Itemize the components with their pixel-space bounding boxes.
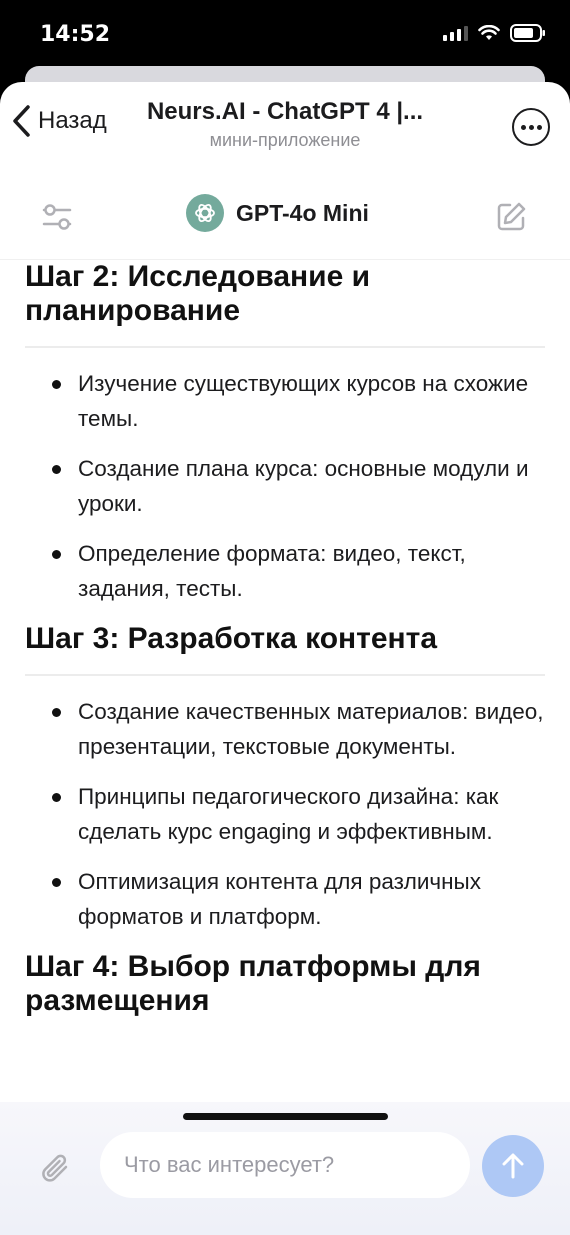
back-button[interactable] xyxy=(10,104,107,138)
edit-icon[interactable] xyxy=(494,200,528,234)
mini-app-window xyxy=(0,82,570,1235)
wifi-icon xyxy=(478,25,500,41)
list-item: Оптимизация контента для различных форматов и платформ. xyxy=(25,864,545,934)
divider xyxy=(25,674,545,676)
title-block xyxy=(135,98,435,151)
list-item: Создание качественных материалов: видео, презентации, текстовые документы. xyxy=(25,694,545,764)
list-item: Создание плана курса: основные модули и уроки. xyxy=(25,451,545,521)
chat-content xyxy=(0,260,570,1140)
model-selector[interactable] xyxy=(186,194,369,232)
send-button[interactable] xyxy=(482,1135,544,1197)
paperclip-icon[interactable] xyxy=(40,1152,72,1186)
status-time: 14:52 xyxy=(40,22,111,47)
model-bar xyxy=(0,182,570,260)
list-item: Изучение существующих курсов на схожие темы. xyxy=(25,366,545,436)
status-icons xyxy=(443,24,546,42)
back-label: Назад xyxy=(38,107,107,134)
bullet-list xyxy=(25,366,545,606)
composer-bar xyxy=(0,1102,570,1235)
list-item: Определение формата: видео, текст, задания, тесты. xyxy=(25,536,545,606)
app-subtitle: мини-приложение xyxy=(209,130,361,150)
step-title: Шаг 4: Выбор платформы для размещения xyxy=(25,950,481,1017)
step-section xyxy=(25,622,545,934)
step-title: Шаг 3: Разработка контента xyxy=(25,622,438,655)
more-icon xyxy=(521,125,526,130)
battery-icon xyxy=(510,24,546,42)
list-item: Принципы педагогического дизайна: как сделать курс engaging и эффективным. xyxy=(25,779,545,849)
home-indicator xyxy=(183,1113,388,1120)
step-section xyxy=(25,950,545,1018)
chevron-left-icon xyxy=(10,104,32,138)
step-title: Шаг 2: Исследование и планирование xyxy=(25,260,371,327)
bullet-list xyxy=(25,694,545,934)
status-bar xyxy=(0,0,570,70)
model-name: GPT-4o Mini xyxy=(236,199,369,226)
message-input[interactable] xyxy=(100,1132,470,1198)
signal-icon xyxy=(443,25,468,41)
app-title: Neurs.AI - ChatGPT 4 |... xyxy=(146,98,424,125)
sliders-icon[interactable] xyxy=(40,200,74,234)
step-section xyxy=(25,260,545,606)
top-bar xyxy=(0,82,570,182)
openai-logo-icon xyxy=(186,194,224,232)
arrow-up-icon xyxy=(500,1152,526,1180)
more-button[interactable] xyxy=(512,108,550,146)
divider xyxy=(25,346,545,348)
